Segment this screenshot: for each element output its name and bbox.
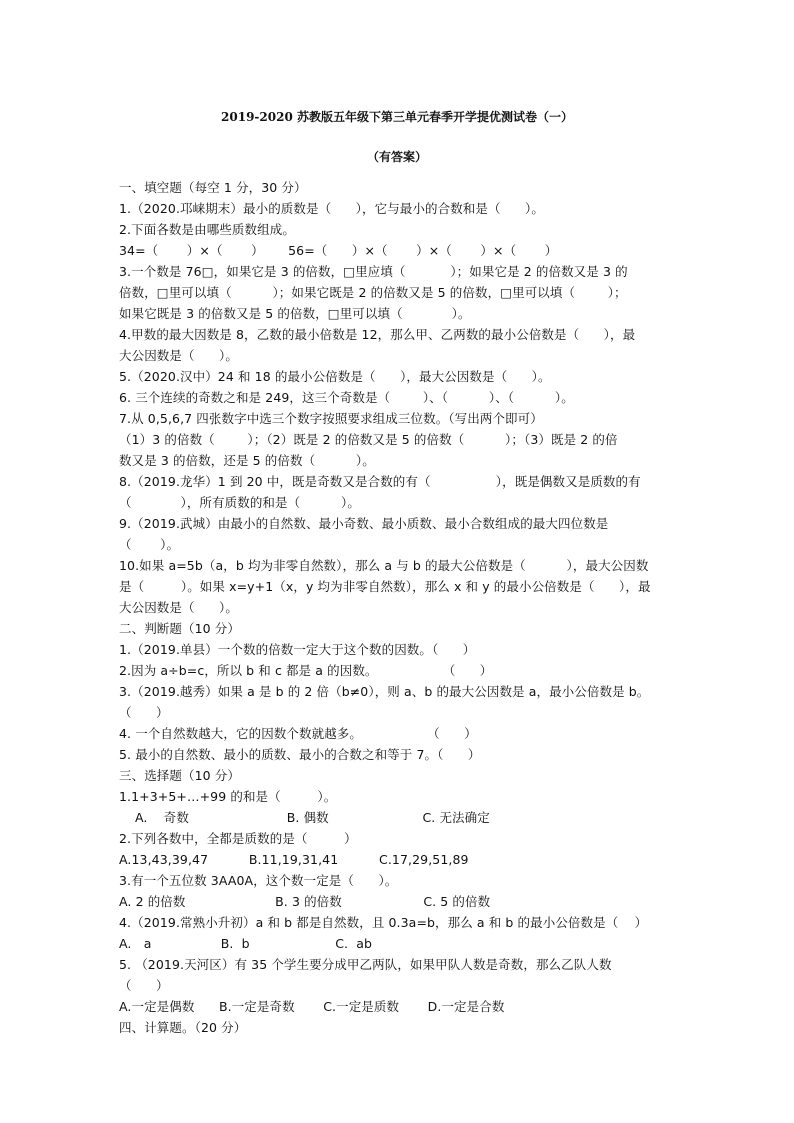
page-subtitle: （有答案） [366,150,427,164]
question-line: 6. 三个连续的奇数之和是 249，这三个奇数是（ ）、（ ）、（ ）。 [119,390,574,405]
question-line: 如果它既是 3 的倍数又是 5 的倍数，□里可以填（ ）。 [119,306,471,321]
section-heading: 四、计算题。（20 分） [119,1020,247,1035]
option-line: A.13,43,39,47 B.11,19,31,41 C.17,29,51,89 [119,852,469,867]
question-line: 1.1+3+5+…+99 的和是（ ）。 [119,789,337,804]
option-line: A.一定是偶数 B.一定是奇数 C.一定是质数 D.一定是合数 [119,999,505,1014]
question-line: 5. 最小的自然数、最小的质数、最小的合数之和等于 7。（ ） [119,747,481,762]
question-line: 3.有一个五位数 3AA0A，这个数一定是（ ）。 [119,873,398,888]
section-heading: 一、填空题（每空 1 分，30 分） [119,180,307,195]
question-line: 5.（2020.汉中）24 和 18 的最小公倍数是（ ），最大公因数是（ ）。 [119,369,551,384]
question-line: 4. 一个自然数越大，它的因数个数就越多。 （ ） [119,726,477,741]
question-line: 10.如果 a=5b（a，b 均为非零自然数），那么 a 与 b 的最大公倍数是（ ），最大公因数 [119,558,649,573]
section-heading: 三、选择题（10 分） [119,768,240,783]
question-line: 9.（2019.武城）由最小的自然数、最小奇数、最小质数、最小合数组成的最大四位数是 [119,516,609,531]
question-line: 4.甲数的最大因数是 8，乙数的最小倍数是 12，那么甲、乙两数的最小公倍数是（ ），最 [119,327,636,342]
question-line: 2.下列各数中，全都是质数的是（ ） [119,831,357,846]
option-line: A. a B. b C. ab [119,936,373,951]
question-line: 4.（2019.常熟小升初）a 和 b 都是自然数，且 0.3a=b，那么 a 和 b 的最小公倍数是（ ） [119,915,648,930]
option-line: A. 2 的倍数 B. 3 的倍数 C. 5 的倍数 [119,894,491,909]
question-line: 1.（2019.单县）一个数的倍数一定大于这个数的因数。（ ） [119,642,476,657]
question-line: 34=（ ）×（ ） 56=（ ）×（ ）×（ ）×（ ） [119,243,558,258]
question-line: 大公因数是（ ）。 [119,348,238,363]
page-title: 2019-2020 苏教版五年级下第三单元春季开学提优测试卷（一） [221,110,573,124]
option-line: A. 奇数 B. 偶数 C. 无法确定 [135,810,490,825]
question-line: 5. （2019.天河区）有 35 个学生要分成甲乙两队，如果甲队人数是奇数，那么乙队人数 [119,957,612,972]
question-line: 3.一个数是 76□，如果它是 3 的倍数，□里应填（ ）；如果它是 2 的倍数又是 3 的 [119,264,628,279]
question-line: 8.（2019.龙华）1 到 20 中，既是奇数又是合数的有（ ），既是偶数又是质数的有 [119,474,641,489]
question-line: 倍数，□里可以填（ ）；如果它既是 2 的倍数又是 5 的倍数，□里可以填（ ）； [119,285,627,300]
question-line: 7.从 0,5,6,7 四张数字中选三个数字按照要求组成三位数。（写出两个即可） [119,411,543,426]
question-line: 是（ ）。如果 x=y+1（x，y 均为非零自然数），那么 x 和 y 的最小公倍数是（ ），最 [119,579,651,594]
question-line: 2.因为 a÷b=c，所以 b 和 c 都是 a 的因数。 （ ） [119,663,493,678]
question-line: 3.（2019.越秀）如果 a 是 b 的 2 倍（b≠0），则 a、b 的最大公因数是 a，最小公倍数是 b。 [119,684,650,699]
question-line: 大公因数是（ ）。 [119,600,238,615]
question-line: （ ），所有质数的和是（ ）。 [119,495,360,510]
question-line: （1）3 的倍数（ ）；（2）既是 2 的倍数又是 5 的倍数（ ）；（3）既是 2 的倍 [119,432,618,447]
question-line: （ ） [119,705,169,720]
question-line: 1.（2020.邛崃期末）最小的质数是（ ），它与最小的合数和是（ ）。 [119,201,544,216]
question-line: （ ）。 [119,537,180,552]
question-line: 数又是 3 的倍数，还是 5 的倍数（ ）。 [119,453,375,468]
question-line: （ ） [119,978,169,993]
section-heading: 二、判断题（10 分） [119,621,240,636]
question-line: 2.下面各数是由哪些质数组成。 [119,222,295,237]
